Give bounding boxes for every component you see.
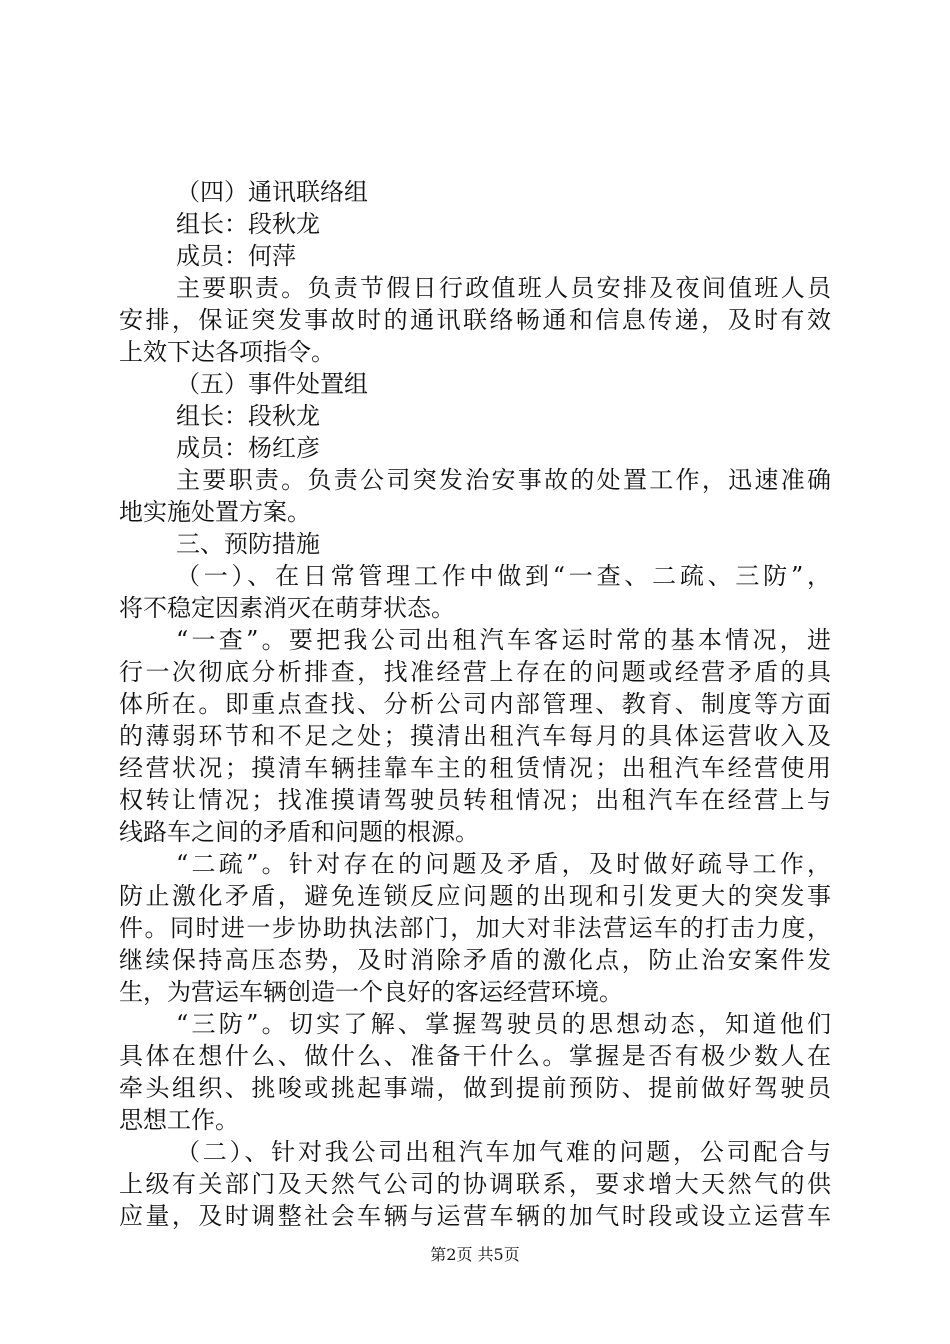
text-line: 经营状况；摸清车辆挂靠车主的租赁情况；出租汽车经营使用 [119, 754, 831, 782]
text-line: “二疏”。针对存在的问题及矛盾，及时做好疏导工作， [176, 850, 831, 878]
text-line: 应量，及时调整社会车辆与运营车辆的加气时段或设立运营车 [119, 1202, 831, 1230]
text-line: 上级有关部门及天然气公司的协调联系，要求增大天然气的供 [119, 1170, 831, 1198]
text-line: 组长：段秋龙 [176, 402, 320, 430]
text-line: 件。同时进一步协助执法部门，加大对非法营运车的打击力度， [119, 914, 831, 942]
text-line: “三防”。切实了解、掌握驾驶员的思想动态，知道他们 [176, 1010, 831, 1038]
text-line: 主要职责。负责节假日行政值班人员安排及夜间值班人员 [176, 274, 831, 302]
text-line: 牵头组织、挑唆或挑起事端，做到提前预防、提前做好驾驶员 [119, 1074, 831, 1102]
text-line: 防止激化矛盾，避免连锁反应问题的出现和引发更大的突发事 [119, 882, 831, 910]
document-body [119, 176, 831, 1232]
text-line: 安排，保证突发事故时的通讯联络畅通和信息传递，及时有效 [119, 306, 831, 334]
text-line: 三、预防措施 [176, 530, 320, 558]
text-line: 思想工作。 [119, 1106, 239, 1134]
text-line: 上效下达各项指令。 [119, 338, 335, 366]
text-line: 组长：段秋龙 [176, 210, 320, 238]
text-line: 生，为营运车辆创造一个良好的客运经营环境。 [119, 978, 623, 1006]
text-line: 地实施处置方案。 [119, 498, 311, 526]
page-footer: 第2页 共5页 [430, 1245, 520, 1264]
text-line: （五）事件处置组 [176, 370, 368, 398]
text-line: 具体在想什么、做什么、准备干什么。掌握是否有极少数人在 [119, 1042, 831, 1070]
text-line: 线路车之间的矛盾和问题的根源。 [119, 818, 479, 846]
text-line: 主要职责。负责公司突发治安事故的处置工作，迅速准确 [176, 466, 831, 494]
text-line: 体所在。即重点查找、分析公司内部管理、教育、制度等方面 [119, 690, 831, 718]
text-line: 权转让情况；找准摸请驾驶员转租情况；出租汽车在经营上与 [119, 786, 831, 814]
text-line: 成员：杨红彦 [176, 434, 320, 462]
text-line: （一）、在日常管理工作中做到“一查、二疏、三防”， [176, 562, 831, 590]
text-line: 将不稳定因素消灭在萌芽状态。 [119, 594, 455, 622]
text-line: 的薄弱环节和不足之处；摸清出租汽车每月的具体运营收入及 [119, 722, 831, 750]
text-line: “一查”。要把我公司出租汽车客运时常的基本情况，进 [176, 626, 831, 654]
text-line: 行一次彻底分析排查，找准经营上存在的问题或经营矛盾的具 [119, 658, 831, 686]
text-line: 成员：何萍 [176, 242, 296, 270]
text-line: （二）、针对我公司出租汽车加气难的问题，公司配合与 [176, 1138, 831, 1166]
text-line: 继续保持高压态势，及时消除矛盾的激化点，防止治安案件发 [119, 946, 831, 974]
text-line: （四）通讯联络组 [176, 178, 368, 206]
